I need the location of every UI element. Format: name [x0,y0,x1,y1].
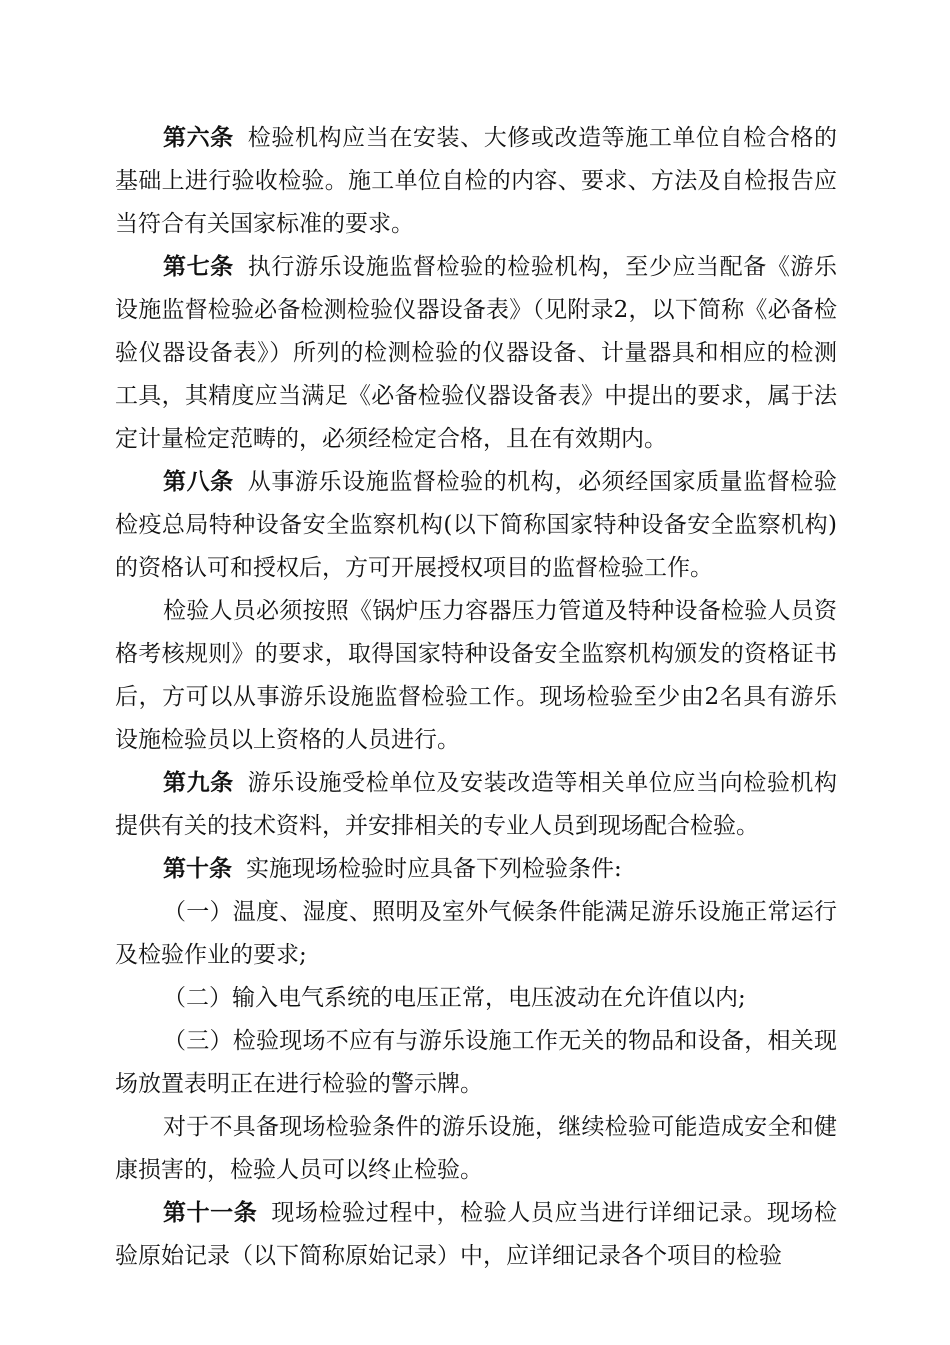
article-heading: 第十条 [163,856,232,882]
article-heading: 第七条 [163,254,234,280]
article-heading: 第十一条 [163,1200,258,1226]
paragraph-text: 对于不具备现场检验条件的游乐设施，继续检验可能造成安全和健康损害的，检验人员可以终止检验。 [115,1114,837,1183]
paragraph-text: （二）输入电气系统的电压正常，电压波动在允许值以内; [163,985,746,1011]
article-heading: 第九条 [163,770,234,796]
article-heading: 第六条 [163,125,234,151]
paragraph-text: 执行游乐设施监督检验的检验机构，至少应当配备《游乐设施监督检验必备检测检验仪器设备表》（见附录2，以下简称《必备检验仪器设备表》）所列的检测检验的仪器设备、计量器具和相应的检测工具，其精度应当满足《必备检验仪器设备表》中提出的要求，属于法定计量检定范畴的，必须经检定合格，且在有效期内。 [115,254,838,452]
paragraph-text: （一）温度、湿度、照明及室外气候条件能满足游乐设施正常运行及检验作业的要求; [115,899,837,968]
paragraph-termination [115,1106,837,1192]
paragraph-article-10 [115,848,837,891]
paragraph-text: 游乐设施受检单位及安装改造等相关单位应当向检验机构提供有关的技术资料，并安排相关的专业人员到现场配合检验。 [115,770,838,839]
paragraph-condition-2 [115,977,837,1020]
article-heading: 第八条 [163,469,234,495]
paragraph-article-11 [115,1192,837,1278]
paragraph-article-8 [115,461,837,590]
paragraph-article-6 [115,117,837,246]
paragraph-text: 检验人员必须按照《锅炉压力容器压力管道及特种设备检验人员资格考核规则》的要求，取得国家特种设备安全监察机构颁发的资格证书后，方可以从事游乐设施监督检验工作。现场检验至少由2名具有游乐设施检验员以上资格的人员进行。 [115,598,837,753]
paragraph-text: 实施现场检验时应具备下列检验条件: [246,856,622,882]
paragraph-text: 现场检验过程中，检验人员应当进行详细记录。现场检验原始记录（以下简称原始记录）中，应详细记录各个项目的检验 [115,1200,838,1269]
paragraph-article-9 [115,762,837,848]
document-body [115,117,837,1278]
paragraph-condition-1 [115,891,837,977]
paragraph-article-7 [115,246,837,461]
paragraph-inspector-qualification [115,590,837,762]
paragraph-text: 检验机构应当在安装、大修或改造等施工单位自检合格的基础上进行验收检验。施工单位自检的内容、要求、方法及自检报告应当符合有关国家标准的要求。 [115,125,838,237]
paragraph-condition-3 [115,1020,837,1106]
paragraph-text: 从事游乐设施监督检验的机构，必须经国家质量监督检验检疫总局特种设备安全监察机构(以下简称国家特种设备安全监察机构)的资格认可和授权后，方可开展授权项目的监督检验工作。 [115,469,838,581]
paragraph-text: （三）检验现场不应有与游乐设施工作无关的物品和设备，相关现场放置表明正在进行检验的警示牌。 [115,1028,837,1097]
